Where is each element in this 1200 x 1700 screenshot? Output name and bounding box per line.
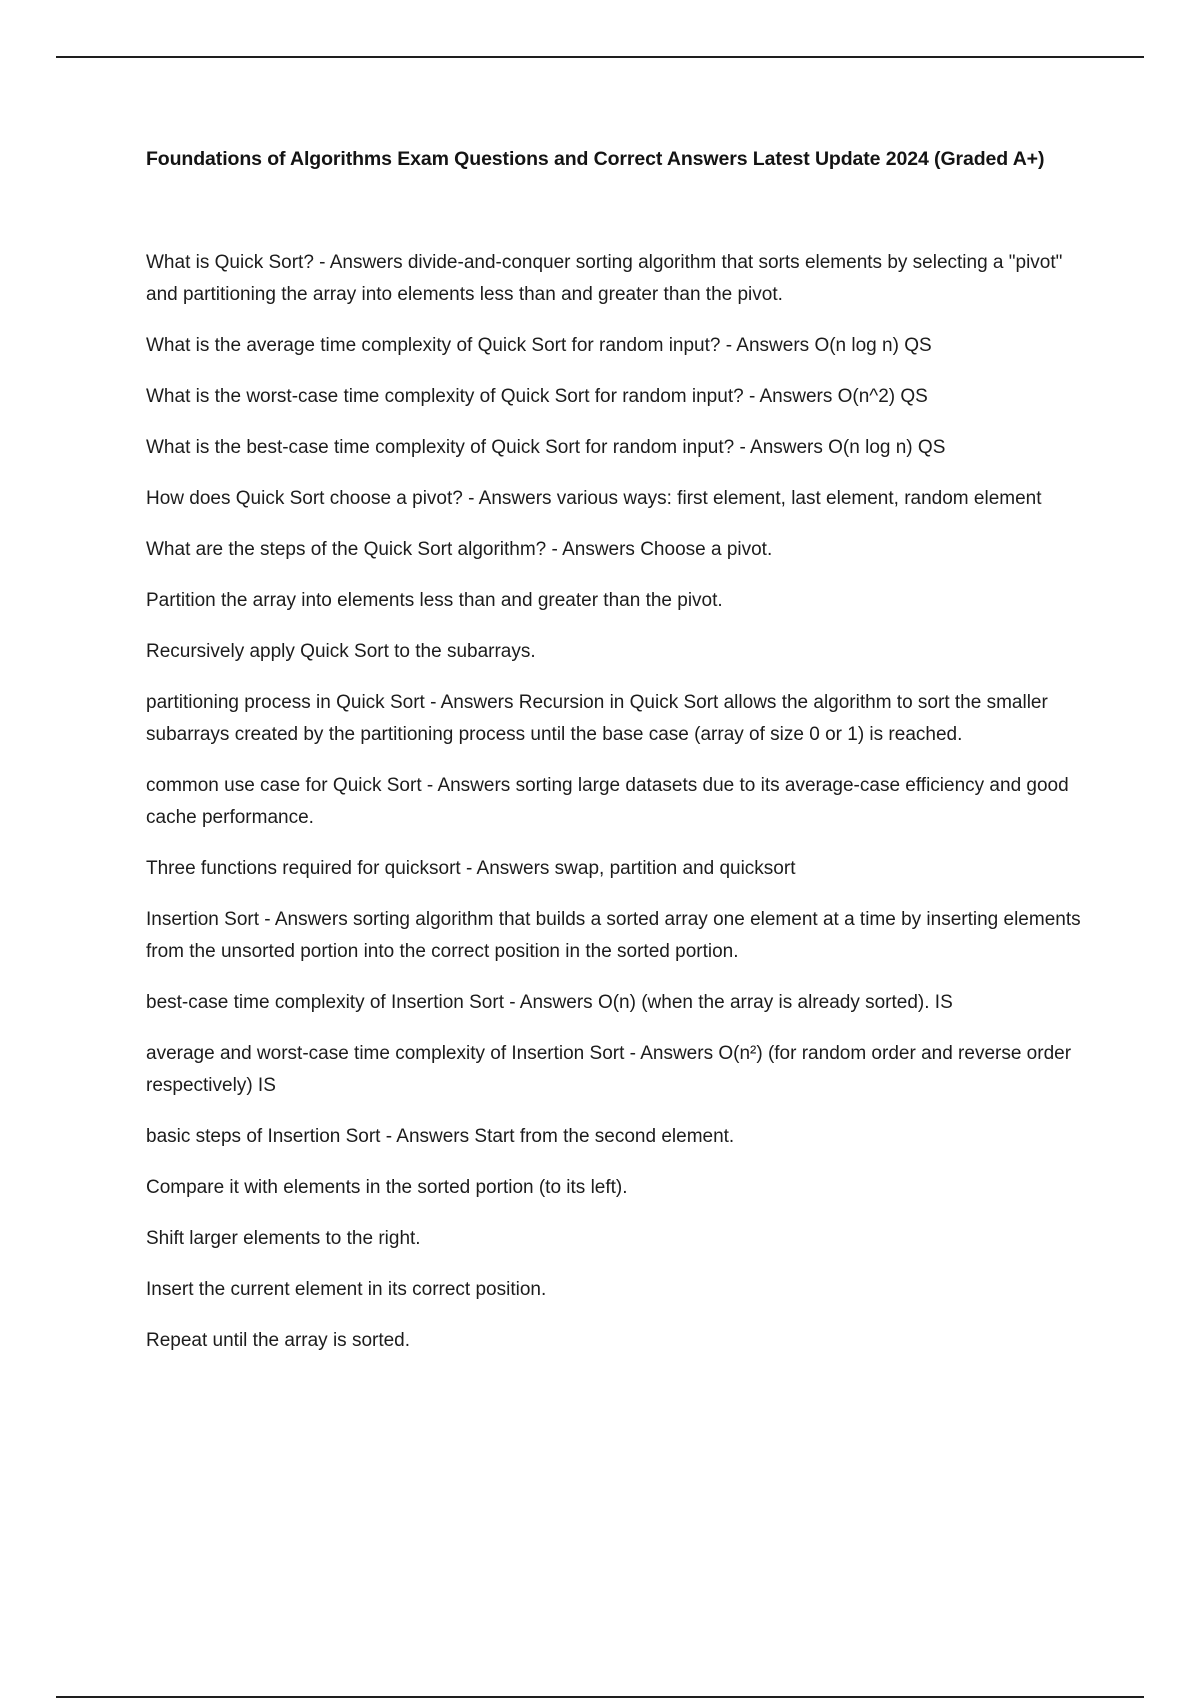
- document-body: [146, 247, 1086, 1376]
- paragraph-quick-sort-definition: What is Quick Sort? - Answers divide-and-conquer sorting algorithm that sorts elements by selecting a "pivot" and partitioning the array into elements less than and greater than the pivot.: [146, 252, 1063, 305]
- paragraph-insertion-sort-best: best-case time complexity of Insertion Sort - Answers O(n) (when the array is already sorted). IS: [146, 992, 953, 1013]
- paragraph-insertion-sort-shift-step: Shift larger elements to the right.: [146, 1228, 421, 1249]
- paragraph-quick-sort-best: What is the best-case time complexity of Quick Sort for random input? - Answers O(n log n) QS: [146, 437, 946, 458]
- paragraph-insertion-sort-insert-step: Insert the current element in its correct position.: [146, 1279, 547, 1300]
- paragraph-quicksort-functions: Three functions required for quicksort - Answers swap, partition and quicksort: [146, 858, 796, 879]
- paragraph-insertion-sort-compare-step: Compare it with elements in the sorted portion (to its left).: [146, 1177, 628, 1198]
- paragraph-quick-sort-recursive-step: Recursively apply Quick Sort to the subarrays.: [146, 641, 536, 662]
- paragraph-partitioning-process: partitioning process in Quick Sort - Answers Recursion in Quick Sort allows the algorithm to sort the smaller subarrays created by the partitioning process until the base case (array of size 0 or 1) is reached.: [146, 692, 1048, 745]
- paragraph-quick-sort-average: What is the average time complexity of Quick Sort for random input? - Answers O(n log n) QS: [146, 335, 932, 356]
- paragraph-quick-sort-pivot: How does Quick Sort choose a pivot? - Answers various ways: first element, last element, random element: [146, 488, 1042, 509]
- paragraph-quick-sort-worst: What is the worst-case time complexity of Quick Sort for random input? - Answers O(n^2) QS: [146, 386, 928, 407]
- document-title: Foundations of Algorithms Exam Questions and Correct Answers Latest Update 2024 (Graded A+): [146, 148, 1045, 170]
- paragraph-insertion-sort-definition: Insertion Sort - Answers sorting algorithm that builds a sorted array one element at a time by inserting elements from the unsorted portion into the correct position in the sorted portion.: [146, 909, 1081, 962]
- paragraph-insertion-sort-repeat-step: Repeat until the array is sorted.: [146, 1330, 411, 1351]
- paragraph-quick-sort-partition-step: Partition the array into elements less than and greater than the pivot.: [146, 590, 723, 611]
- paragraph-quick-sort-use-case: common use case for Quick Sort - Answers sorting large datasets due to its average-case efficiency and good cache performance.: [146, 775, 1069, 828]
- paragraph-insertion-sort-steps: basic steps of Insertion Sort - Answers Start from the second element.: [146, 1126, 735, 1147]
- paragraph-insertion-sort-average-worst: average and worst-case time complexity of Insertion Sort - Answers O(n²) (for random order and reverse order respectively) IS: [146, 1043, 1072, 1096]
- paragraph-quick-sort-steps: What are the steps of the Quick Sort algorithm? - Answers Choose a pivot.: [146, 539, 773, 560]
- top-rule: [56, 56, 1144, 58]
- bottom-rule: [56, 1696, 1144, 1698]
